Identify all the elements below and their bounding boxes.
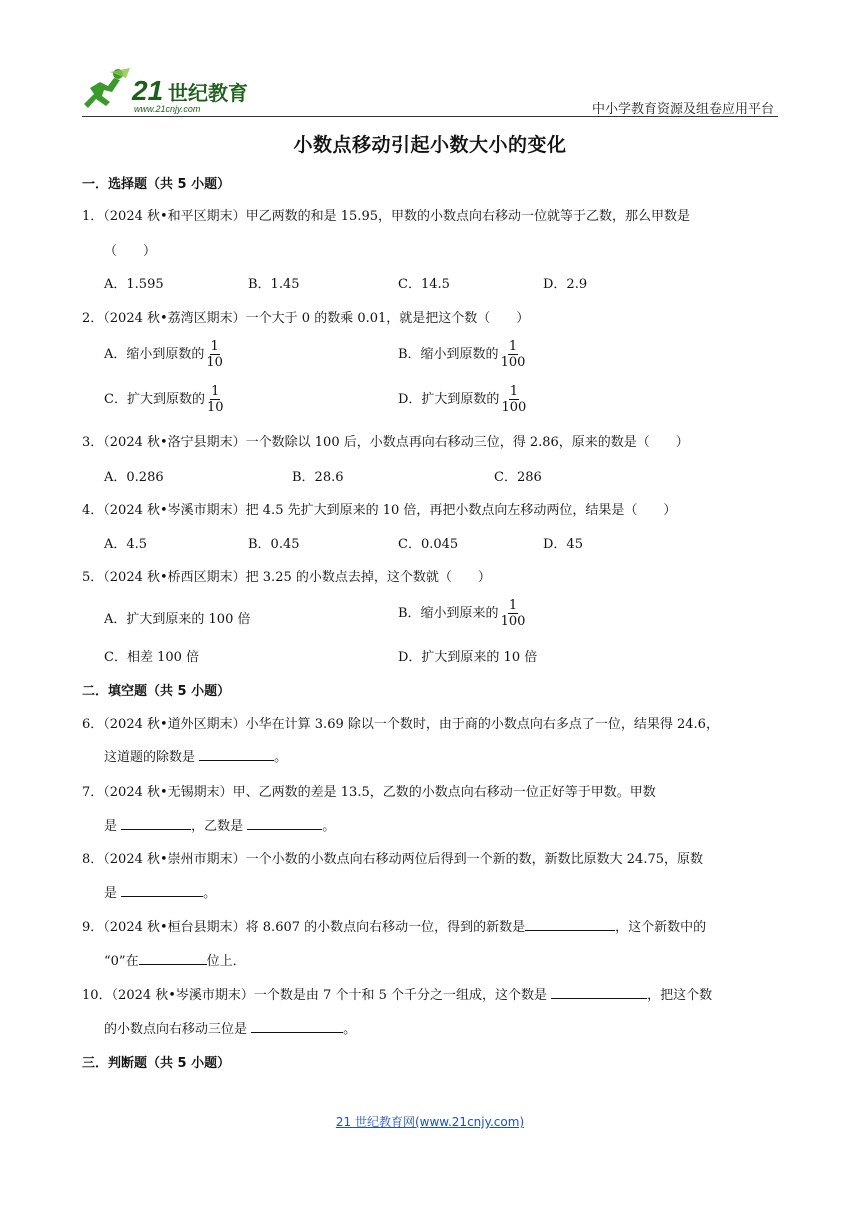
answer-blank[interactable] <box>139 950 207 965</box>
question-4-option-d[interactable]: D．45 <box>543 537 583 552</box>
fraction: $\frac{1}{10}$ <box>206 384 224 415</box>
question-9-line-2: “0”在 位上． <box>104 950 246 969</box>
svg-text:21: 21 <box>132 75 164 106</box>
question-1-option-d[interactable]: D．2.9 <box>543 277 588 292</box>
question-3-option-a[interactable]: A．0.286 <box>104 470 164 485</box>
answer-blank[interactable] <box>551 984 647 999</box>
question-1-option-b[interactable]: B．1.45 <box>248 277 300 292</box>
question-6-line-1: 6．（2024 秋•道外区期末）小华在计算 3.69 除以一个数时，由于商的小数点向右多点了一位，结果得 24.6， <box>82 717 719 732</box>
platform-name: 中小学教育资源及组卷应用平台 <box>591 102 774 117</box>
question-8-line-1: 8．（2024 秋•崇州市期末）一个小数的小数点向右移动两位后得到一个新的数，新数比原数大 24.75，原数 <box>82 852 704 867</box>
site-logo <box>80 66 252 116</box>
question-1-answer-paren: （ ） <box>104 244 157 259</box>
svg-text:世纪教育: 世纪教育 <box>168 81 248 105</box>
question-2-option-d[interactable] <box>398 384 527 415</box>
question-7-line-1: 7．（2024 秋•无锡期末）甲、乙两数的差是 13.5，乙数的小数点向右移动一位正好等于甲数。甲数 <box>82 785 656 800</box>
answer-blank[interactable] <box>247 815 322 830</box>
question-4-option-b[interactable]: B．0.45 <box>248 537 300 552</box>
section-heading-fill: 二．填空题（共 5 小题） <box>82 684 231 699</box>
question-5-option-b[interactable] <box>398 598 526 629</box>
question-2-stem: 2．（2024 秋•荔湾区期末）一个大于 0 的数乘 0.01，就是把这个数（ ） <box>82 311 530 326</box>
question-1-stem: 1．（2024 秋•和平区期末）甲乙两数的和是 15.95，甲数的小数点向右移动一位就等于乙数，那么甲数是 <box>82 209 691 224</box>
answer-blank[interactable] <box>121 882 203 897</box>
page-title: 小数点移动引起小数大小的变化 <box>293 134 567 156</box>
question-7-line-2: 是 ，乙数是 。 <box>104 815 335 834</box>
question-5-option-a[interactable]: A．扩大到原来的 100 倍 <box>104 612 251 627</box>
question-5-option-c[interactable]: C．相差 100 倍 <box>104 650 200 665</box>
question-1-option-a[interactable]: A．1.595 <box>104 277 164 292</box>
footer-link[interactable]: 21 世纪教育网(www.21cnjy.com) <box>335 1115 525 1129</box>
question-3-option-b[interactable]: B．28.6 <box>292 470 344 485</box>
question-3-stem: 3．（2024 秋•洛宁县期末）一个数除以 100 后，小数点再向右移动三位，得 2.86，原来的数是（ ） <box>82 435 689 450</box>
question-8-line-2: 是 。 <box>104 882 216 901</box>
fraction: $\frac{1}{100}$ <box>500 598 526 629</box>
header-divider <box>82 116 778 117</box>
question-4-option-a[interactable]: A．4.5 <box>104 537 148 552</box>
question-5-stem: 5．（2024 秋•桥西区期末）把 3.25 的小数点去掉，这个数就（ ） <box>82 570 491 585</box>
fraction: $\frac{1}{100}$ <box>500 339 526 370</box>
question-1-option-c[interactable]: C．14.5 <box>398 277 450 292</box>
option-text: D．扩大到原数的 <box>398 392 500 407</box>
answer-blank[interactable] <box>199 746 274 761</box>
section-heading-judge: 三．判断题（共 5 小题） <box>82 1056 231 1071</box>
svg-text:www.21cnjy.com: www.21cnjy.com <box>134 104 201 114</box>
question-10-line-1: 10．（2024 秋•岑溪市期末）一个数是由 7 个十和 5 个千分之一组成，这个数是 ，把这个数 <box>82 984 712 1003</box>
question-2-option-c[interactable] <box>104 384 225 415</box>
question-2-option-b[interactable] <box>398 339 526 370</box>
question-3-option-c[interactable]: C．286 <box>494 470 542 485</box>
option-text: B．缩小到原数的 <box>398 347 499 362</box>
fraction: $\frac{1}{10}$ <box>206 339 223 370</box>
question-2-option-a[interactable] <box>104 339 224 370</box>
option-text: B．缩小到原来的 <box>398 606 499 621</box>
runner-icon <box>84 68 130 108</box>
question-9-line-1: 9．（2024 秋•桓台县期末）将 8.607 的小数点向右移动一位，得到的新数是 ，这个新数中的 <box>82 916 706 935</box>
answer-blank[interactable] <box>251 1018 343 1033</box>
question-4-stem: 4．（2024 秋•岑溪市期末）把 4.5 先扩大到原来的 10 倍，再把小数点向左移动两位，结果是（ ） <box>82 503 677 518</box>
question-4-option-c[interactable]: C．0.045 <box>398 537 459 552</box>
answer-blank[interactable] <box>525 916 615 931</box>
section-heading-choice: 一．选择题（共 5 小题） <box>82 177 231 192</box>
answer-blank[interactable] <box>121 815 191 830</box>
fraction: $\frac{1}{100}$ <box>501 384 527 415</box>
question-5-option-d[interactable]: D．扩大到原来的 10 倍 <box>398 650 538 665</box>
question-6-line-2: 这道题的除数是 。 <box>104 746 287 765</box>
option-text: A．缩小到原数的 <box>104 347 205 362</box>
question-10-line-2: 的小数点向右移动三位是 。 <box>104 1018 356 1037</box>
option-text: C．扩大到原数的 <box>104 392 205 407</box>
